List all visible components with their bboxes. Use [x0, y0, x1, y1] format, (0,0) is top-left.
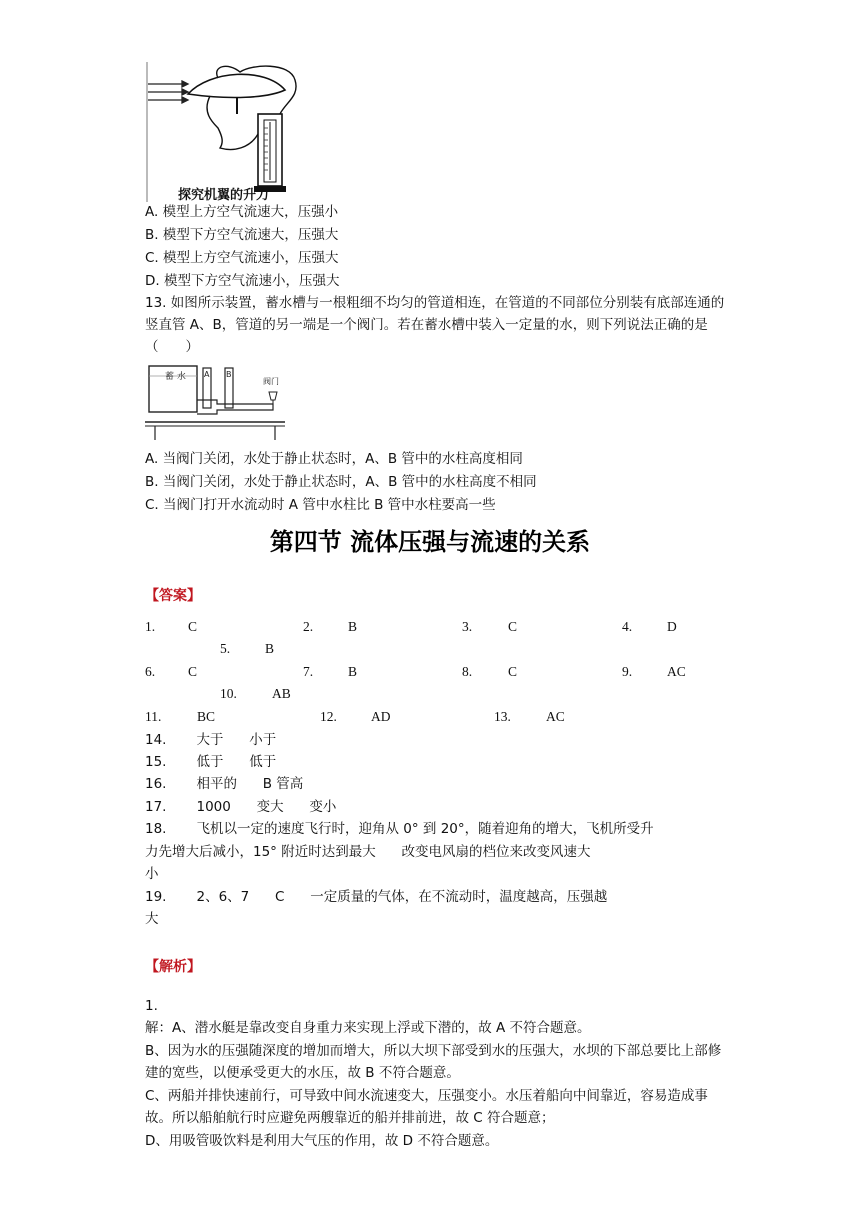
- answer-17: 17. 1000 变大 变小: [145, 799, 337, 815]
- q13-option-b: B. 当阀门关闭，水处于静止状态时，A、B 管中的水柱高度不相同: [145, 474, 537, 490]
- answer-num: 1.: [145, 619, 156, 634]
- answer-value: BC: [197, 709, 216, 724]
- answer-num: 7.: [303, 664, 314, 679]
- answer-num: 12.: [320, 709, 337, 724]
- water-tank-figure: [145, 362, 295, 442]
- answer-header: 【答案】: [145, 588, 201, 604]
- analysis-c: C、两船并排快速前行，可导致中间水流速变大，压强变小。水压着船向中间靠近，容易造成事故。所以船舶航行时应避免两艘靠近的船并排前进，故 C 符合题意；: [145, 1088, 708, 1126]
- q12-option-c: C. 模型上方空气流速小，压强大: [145, 250, 339, 266]
- tube-b-label: B: [226, 370, 232, 379]
- analysis-d: D、用吸管吸饮料是利用大气压的作用，故 D 不符合题意。: [145, 1133, 499, 1149]
- answer-num: 11.: [145, 709, 162, 724]
- valve-label: 阀门: [263, 377, 279, 386]
- analysis-b: B、因为水的压强随深度的增加而增大，所以大坝下部受到水的压强大，水坝的下部总要比上部修建的宽些，以便承受更大的水压，故 B 不符合题意。: [145, 1043, 722, 1081]
- answer-value: AD: [371, 709, 391, 724]
- answer-num: 3.: [462, 619, 473, 634]
- answer-18-line2: 力先增大后减小，15° 附近时达到最大 改变电风扇的档位来改变风速大: [145, 844, 591, 860]
- answer-num: 5.: [220, 641, 231, 656]
- answer-num: 8.: [462, 664, 473, 679]
- answer-value: B: [348, 619, 358, 634]
- analysis-num: 1.: [145, 998, 158, 1014]
- answer-16: 16. 相平的 B 管高: [145, 776, 304, 792]
- answer-19-line1: 19. 2、6、7 C 一定质量的气体，在不流动时，温度越高，压强越: [145, 889, 608, 905]
- answer-num: 2.: [303, 619, 314, 634]
- answer-value: D: [667, 619, 677, 634]
- answer-value: C: [508, 664, 518, 679]
- answer-value: C: [188, 619, 198, 634]
- q12-option-d: D. 模型下方空气流速小，压强大: [145, 273, 340, 289]
- answer-value: C: [188, 664, 198, 679]
- q13-stem: 13. 如图所示装置，蓄水槽与一根粗细不均匀的管道相连，在管道的不同部位分别装有底部连通的竖直管 A、B，管道的另一端是一个阀门。若在蓄水槽中装入一定量的水，则下列说法正确的是（ ）: [145, 295, 725, 355]
- tank-label: 蓄 水: [165, 372, 186, 382]
- q12-option-b: B. 模型下方空气流速大，压强大: [145, 227, 339, 243]
- section-title: 第四节 流体压强与流速的关系: [269, 528, 591, 556]
- answer-value: AC: [546, 709, 565, 724]
- wing-lift-figure: [140, 62, 300, 202]
- figure-caption: 探究机翼的升力: [178, 188, 270, 203]
- answer-value: AC: [667, 664, 686, 679]
- answer-14: 14. 大于 小于: [145, 732, 277, 748]
- answer-value: AB: [272, 686, 291, 701]
- answer-value: C: [508, 619, 518, 634]
- answer-18-line3: 小: [145, 866, 159, 882]
- answer-num: 4.: [622, 619, 633, 634]
- answer-19-line2: 大: [145, 911, 159, 927]
- answer-num: 6.: [145, 664, 156, 679]
- answer-num: 10.: [220, 686, 237, 701]
- answer-value: B: [265, 641, 275, 656]
- answer-num: 13.: [494, 709, 511, 724]
- analysis-header: 【解析】: [145, 959, 201, 975]
- tube-a-label: A: [204, 370, 210, 379]
- answer-num: 9.: [622, 664, 633, 679]
- answer-18-line1: 18. 飞机以一定的速度飞行时，迎角从 0° 到 20°，随着迎角的增大，飞机所受升: [145, 821, 654, 837]
- q13-option-c: C. 当阀门打开水流动时 A 管中水柱比 B 管中水柱要高一些: [145, 497, 496, 513]
- q13-option-a: A. 当阀门关闭，水处于静止状态时，A、B 管中的水柱高度相同: [145, 451, 523, 467]
- answer-value: B: [348, 664, 358, 679]
- analysis-a: 解：A、潜水艇是靠改变自身重力来实现上浮或下潜的，故 A 不符合题意。: [145, 1020, 591, 1036]
- q12-option-a: A. 模型上方空气流速大，压强小: [145, 204, 339, 220]
- answer-15: 15. 低于 低于: [145, 754, 277, 770]
